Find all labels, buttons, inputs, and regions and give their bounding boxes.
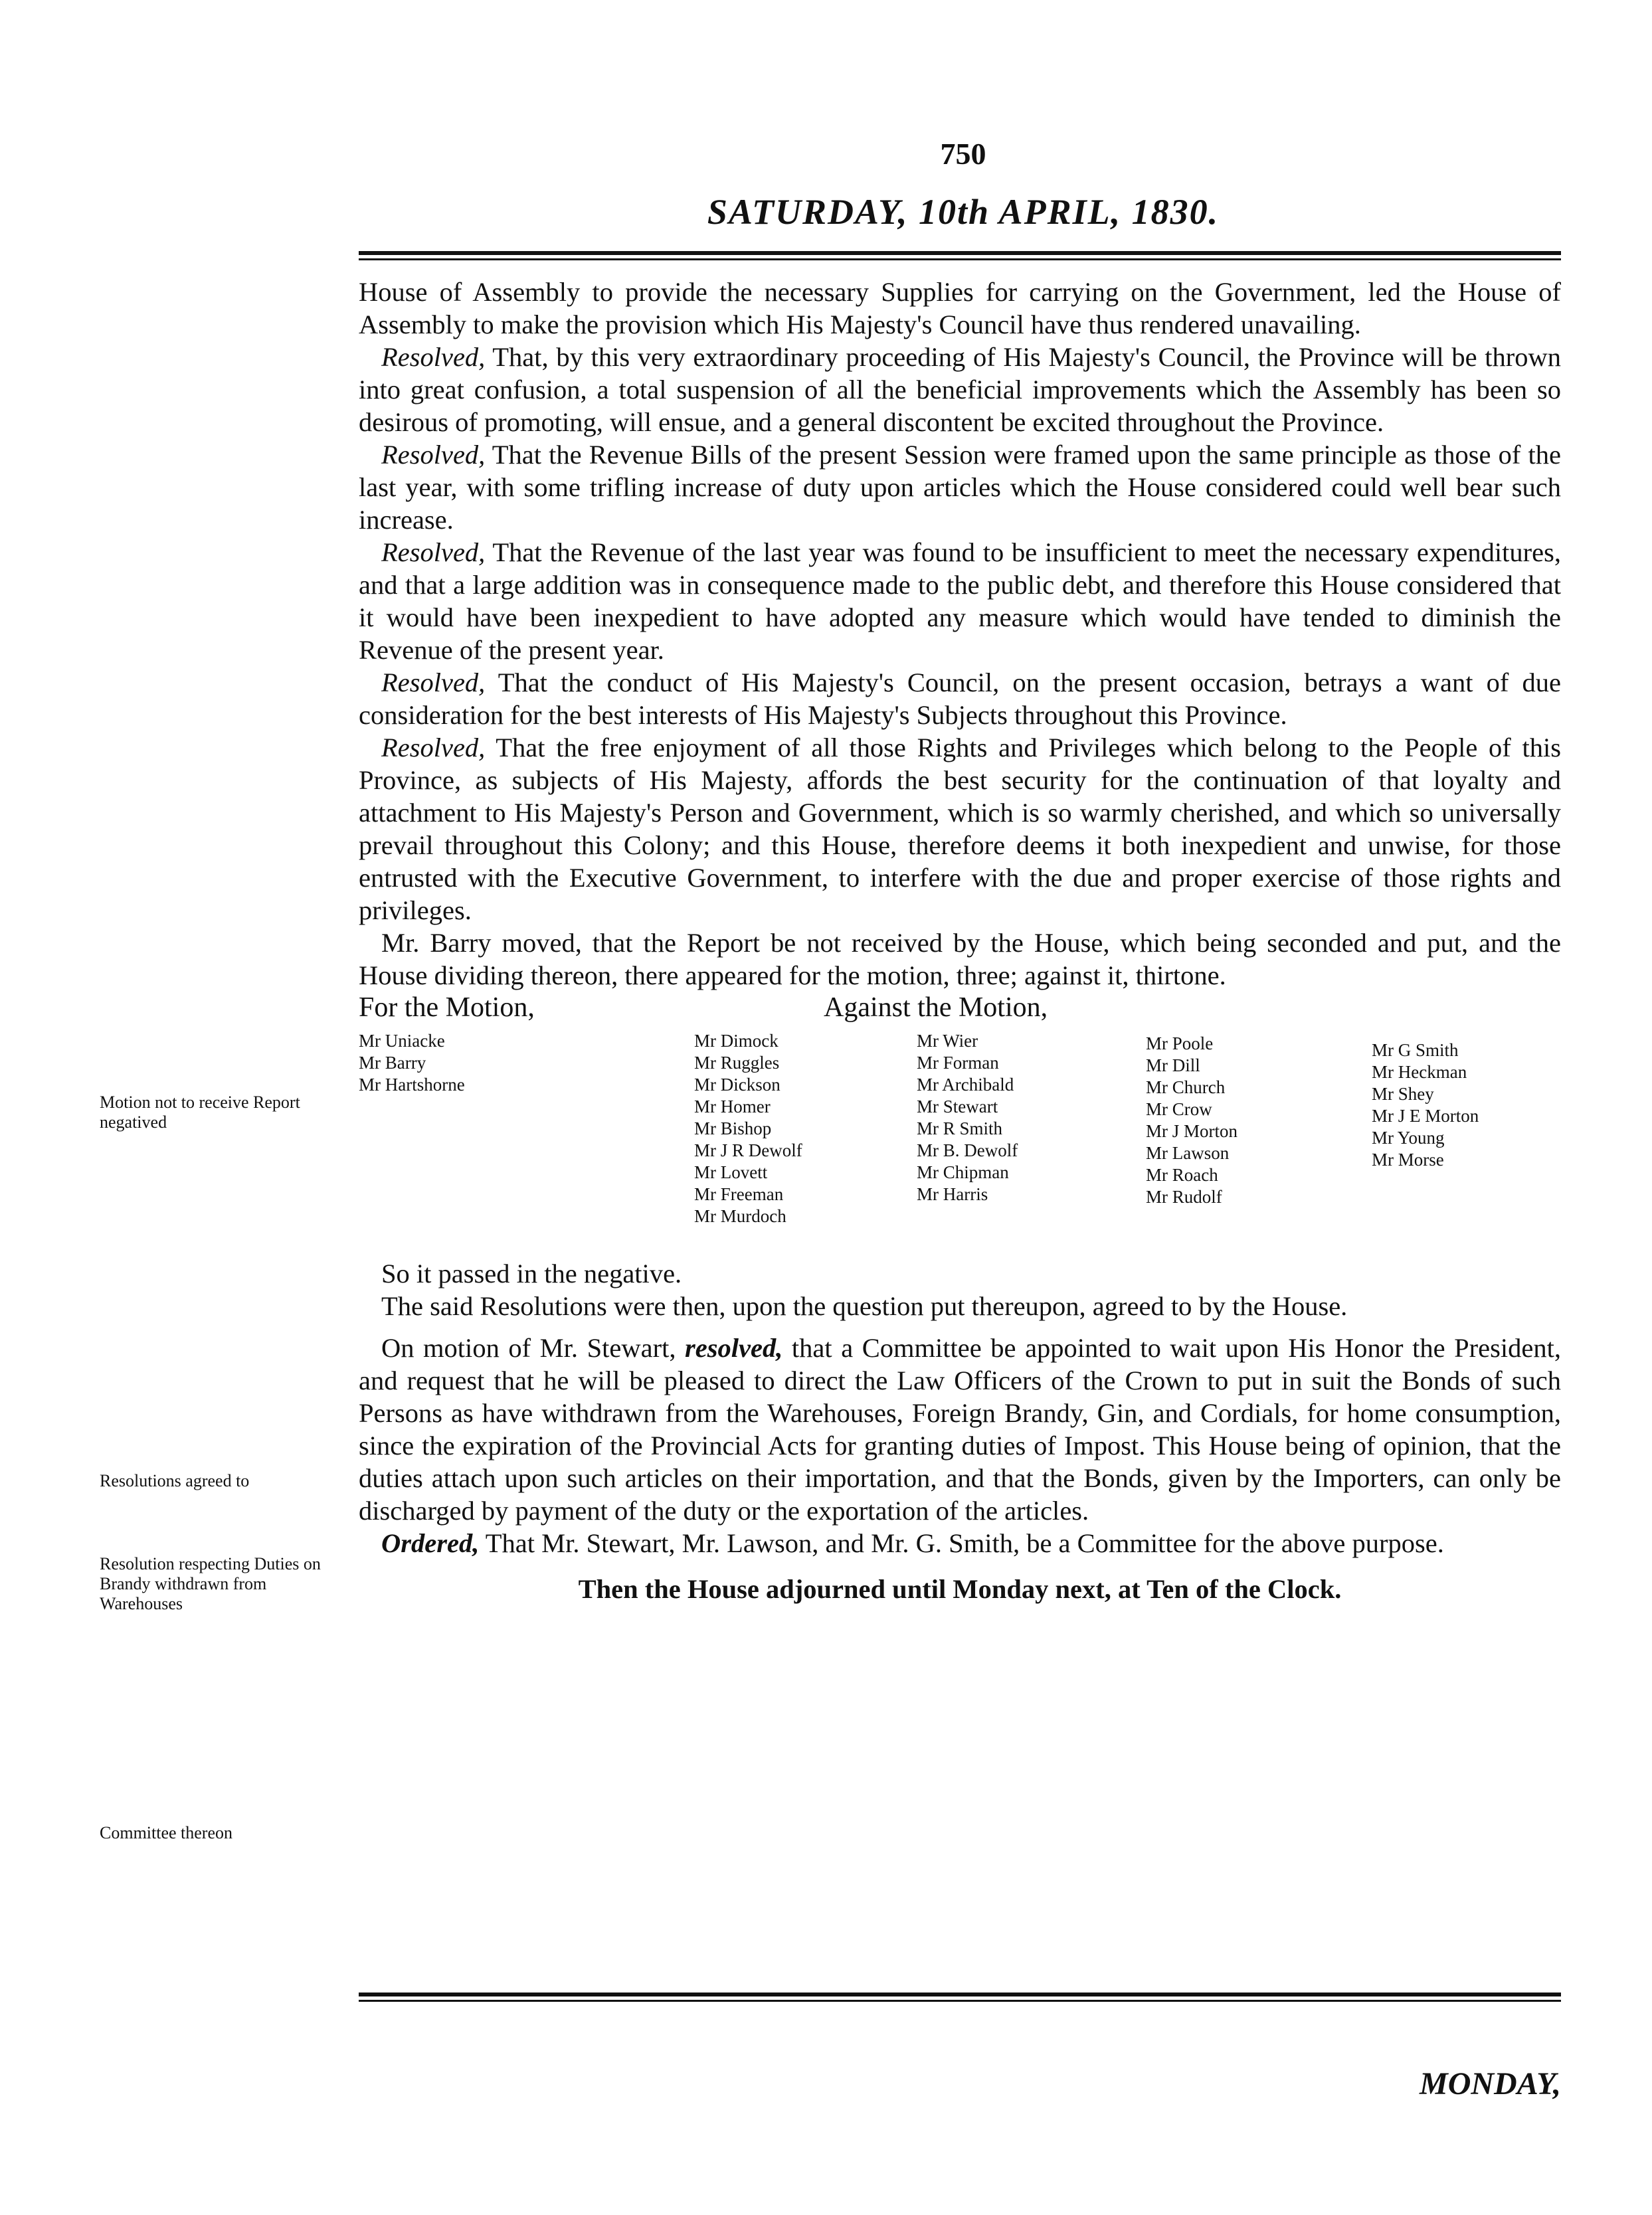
member-name: Mr Poole: [1146, 1033, 1214, 1053]
resolved-lead: Resolved,: [381, 440, 486, 470]
member-name: Mr J Morton: [1146, 1121, 1238, 1141]
member-name: Mr Chipman: [917, 1162, 1009, 1182]
page-number: 750: [940, 137, 986, 171]
resolution-text: That, by this very extraordinary proceeding of His Majesty's Council, the Province will be thrown into great confusion, a total suspension of all the beneficial improvements which the Assembly has been so desirous of promoting, will ensue, and a general discontent be excited throughout the Province.: [359, 342, 1561, 437]
resolution-text: That the Revenue of the last year was found to be insufficient to meet the necessary expenditures, and that a large addition was in consequence made to the public debt, and therefore this House considered that it would have been inexpedient to have adopted any measure which would have tended to diminish the Revenue of the present year.: [359, 537, 1561, 665]
top-double-rule: [359, 251, 1561, 260]
member-name: Mr Bishop: [694, 1118, 772, 1138]
negative-result-paragraph: So it passed in the negative.: [381, 1259, 682, 1288]
resolution-paragraph: [359, 536, 1561, 666]
member-name: Mr Rudolf: [1146, 1187, 1222, 1207]
against-names-column-4: [1372, 1039, 1479, 1171]
member-name: Mr Hartshorne: [359, 1075, 465, 1095]
ordered-lead: Ordered,: [381, 1528, 480, 1558]
member-name: Mr Heckman: [1372, 1062, 1467, 1082]
member-name: Mr Dill: [1146, 1055, 1200, 1075]
for-names-column: [359, 1030, 465, 1096]
member-name: Mr Crow: [1146, 1099, 1212, 1119]
member-name: Mr Homer: [694, 1097, 771, 1116]
against-names-column-3: [1146, 1033, 1238, 1208]
division-list: [359, 992, 1561, 1257]
member-name: Mr Lawson: [1146, 1143, 1230, 1163]
margin-note: Committee thereon: [100, 1823, 233, 1842]
member-name: Mr Shey: [1372, 1084, 1434, 1104]
against-names-column-2: [917, 1030, 1018, 1205]
member-name: Mr Forman: [917, 1053, 999, 1073]
member-name: Mr Morse: [1372, 1150, 1444, 1170]
resolution-paragraph: [359, 341, 1561, 438]
margin-note: Resolution respecting Duties on Brandy withdrawn from Warehouses: [100, 1554, 321, 1613]
member-name: Mr Lovett: [694, 1162, 768, 1182]
resolution-text: That the conduct of His Majesty's Council, on the present occasion, betrays a want of due consideration for the best interests of His Majesty's Subjects throughout this Province.: [359, 667, 1561, 730]
member-name: Mr Ruggles: [694, 1053, 780, 1073]
against-motion-heading: Against the Motion,: [824, 992, 1048, 1023]
resolution-text: That the Revenue Bills of the present Session were framed upon the same principle as those of the last year, with some trifling increase of duty upon articles which the House considered could well bear such increase.: [359, 440, 1561, 535]
for-motion-heading: For the Motion,: [359, 992, 535, 1023]
ordered-text: That Mr. Stewart, Mr. Lawson, and Mr. G. Smith, be a Committee for the above purpose.: [479, 1528, 1444, 1558]
member-name: Mr Wier: [917, 1031, 978, 1051]
resolution-paragraph: [359, 666, 1561, 731]
body-text: [359, 276, 1561, 1605]
member-name: Mr B. Dewolf: [917, 1140, 1018, 1160]
member-name: Mr Dimock: [694, 1031, 779, 1051]
margin-note: Resolutions agreed to: [100, 1471, 250, 1490]
resolution-paragraph: [359, 731, 1561, 927]
resolved-lead: Resolved,: [381, 667, 486, 697]
member-name: Mr R Smith: [917, 1118, 1003, 1138]
member-name: Mr Harris: [917, 1184, 988, 1204]
catch-word: MONDAY,: [1420, 2066, 1561, 2101]
member-name: Mr Young: [1372, 1128, 1445, 1148]
member-name: Mr Barry: [359, 1053, 426, 1073]
resolved-lead: resolved,: [685, 1333, 783, 1363]
adjournment-line: Then the House adjourned until Monday next, at Ten of the Clock.: [578, 1574, 1342, 1604]
member-name: Mr Freeman: [694, 1184, 784, 1204]
bottom-double-rule: [359, 1993, 1561, 2002]
ordered-paragraph: [359, 1527, 1561, 1559]
date-heading: SATURDAY, 10th APRIL, 1830.: [707, 192, 1220, 232]
resolution-text: That the free enjoyment of all those Rights and Privileges which belong to the People of this Province, as subjects of His Majesty, affords the best security for the continuation of that loyalty and attachment to His Majesty's Person and Government, which is so warmly cherished, and which so universally prevail throughout this Colony; and this House, therefore deems it both inexpedient and unwise, for those entrusted with the Executive Government, to interfere with the due and proper exercise of those rights and privileges.: [359, 733, 1561, 925]
member-name: Mr Murdoch: [694, 1206, 786, 1226]
motion-text: that a Committee be appointed to wait upon His Honor the President, and request that he will be pleased to direct the Law Officers of the Crown to put in suit the Bonds of such Persons as have withdrawn from the Warehouses, Foreign Brandy, Gin, and Cordials, for home consumption, since the expiration of the Provincial Acts for granting duties of Impost. This House being of opinion, that the duties attach upon such articles on their importation, and that the Bonds, given by the Importers, can only be discharged by payment of the duty or the exportation of the articles.: [359, 1333, 1561, 1526]
member-name: Mr Uniacke: [359, 1031, 445, 1051]
resolved-lead: Resolved,: [381, 537, 486, 567]
resolution-paragraph: [359, 438, 1561, 536]
paragraph-continuation: House of Assembly to provide the necessary Supplies for carrying on the Government, led the House of Assembly to make the provision which His Majesty's Council have thus rendered unavailing.: [359, 277, 1561, 339]
margin-note: Motion not to receive Report negatived: [100, 1093, 300, 1132]
member-name: Mr J R Dewolf: [694, 1140, 802, 1160]
member-name: Mr Roach: [1146, 1165, 1218, 1185]
motion-paragraph: Mr. Barry moved, that the Report be not received by the House, which being seconded and put, and the House dividing thereon, there appeared for the motion, three; against it, thirtone.: [359, 928, 1561, 990]
member-name: Mr Stewart: [917, 1097, 998, 1116]
committee-motion-paragraph: [359, 1332, 1561, 1527]
resolved-lead: Resolved,: [381, 733, 486, 762]
member-name: Mr Dickson: [694, 1075, 780, 1095]
against-names-column-1: [694, 1030, 802, 1227]
member-name: Mr G Smith: [1372, 1040, 1459, 1060]
member-name: Mr J E Morton: [1372, 1106, 1479, 1126]
resolutions-agreed-paragraph: The said Resolutions were then, upon the question put thereupon, agreed to by the House.: [381, 1291, 1348, 1321]
resolved-lead: Resolved,: [381, 342, 486, 372]
member-name: Mr Church: [1146, 1077, 1226, 1097]
member-name: Mr Archibald: [917, 1075, 1014, 1095]
motion-text: On motion of Mr. Stewart,: [381, 1333, 686, 1363]
